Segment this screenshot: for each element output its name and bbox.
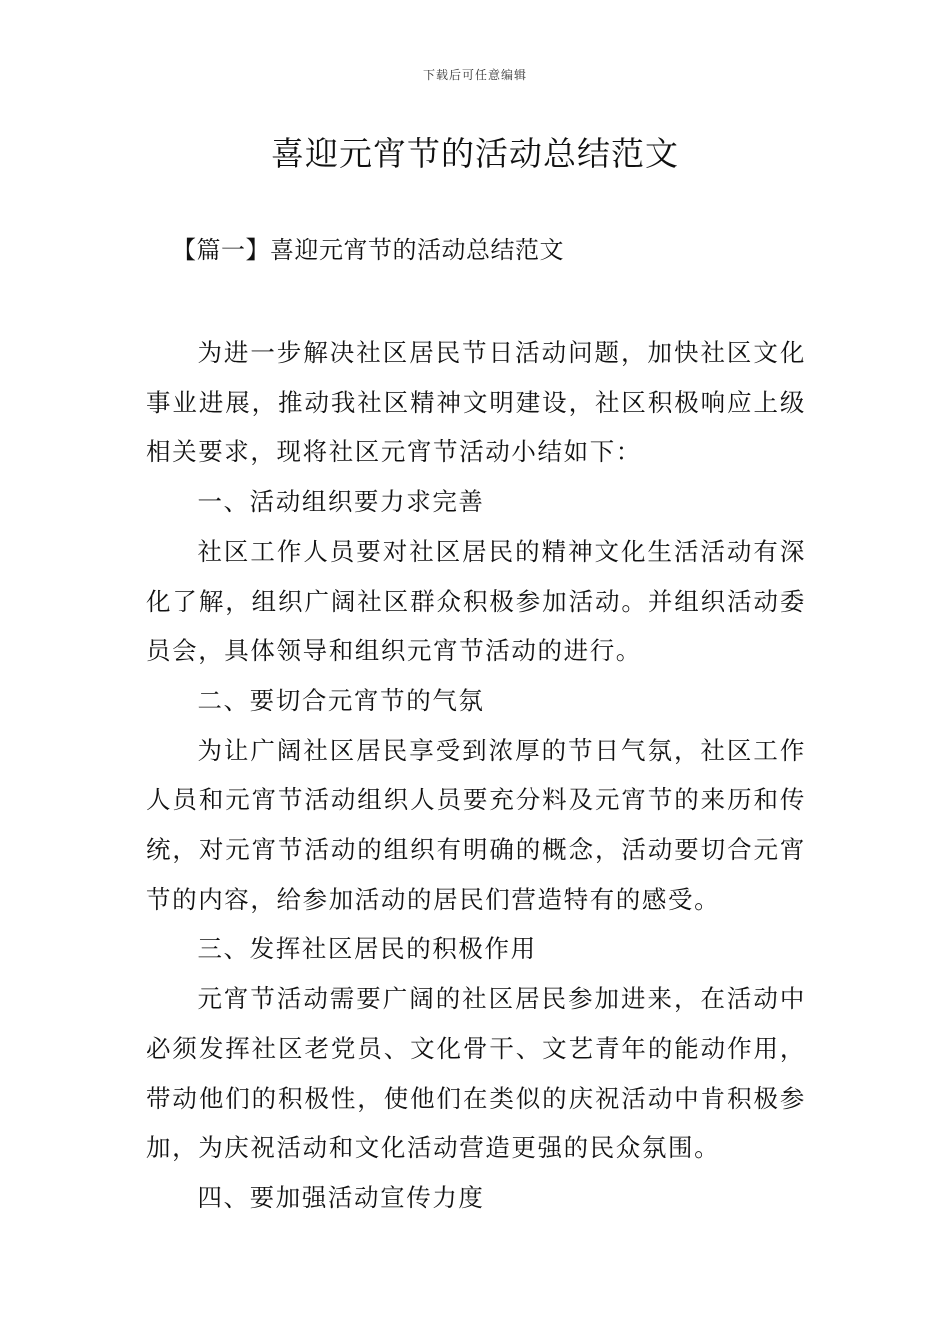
document-title: 喜迎元宵节的活动总结范文 [271,134,679,173]
subheading-1: 一、活动组织要力求完善 [197,487,485,517]
paragraph-3: 元宵节活动需要广阔的社区居民参加进来，在活动中必须发挥社区老党员、文化骨干、文艺青年的能动作用，带动他们的积极性，使他们在类似的庆祝活动中肯积极参加，为庆祝活动和文化活动营造更强的民众氛围。 [146,984,806,1163]
subheading-2: 二、要切合元宵节的气氛 [197,685,485,715]
header-note: 下载后可任意编辑 [422,68,527,82]
document-body [146,328,806,1223]
paragraph-2: 为让广阔社区居民享受到浓厚的节日气氛，社区工作人员和元宵节活动组织人员要充分料及元宵节的来历和传统，对元宵节活动的组织有明确的概念，活动要切合元宵节的内容，给参加活动的居民们营造特有的感受。 [146,735,806,914]
subheading-3: 三、发挥社区居民的积极作用 [197,934,537,964]
paragraph-intro: 为进一步解决社区居民节日活动问题，加快社区文化事业进展，推动我社区精神文明建设，社区积极响应上级相关要求，现将社区元宵节活动小结如下： [146,338,806,467]
subheading-4: 四、要加强活动宣传力度 [197,1182,485,1212]
section-title: 【篇一】喜迎元宵节的活动总结范文 [172,236,564,264]
paragraph-1: 社区工作人员要对社区居民的精神文化生活活动有深化了解，组织广阔社区群众积极参加活动。并组织活动委员会，具体领导和组织元宵节活动的进行。 [146,536,806,666]
